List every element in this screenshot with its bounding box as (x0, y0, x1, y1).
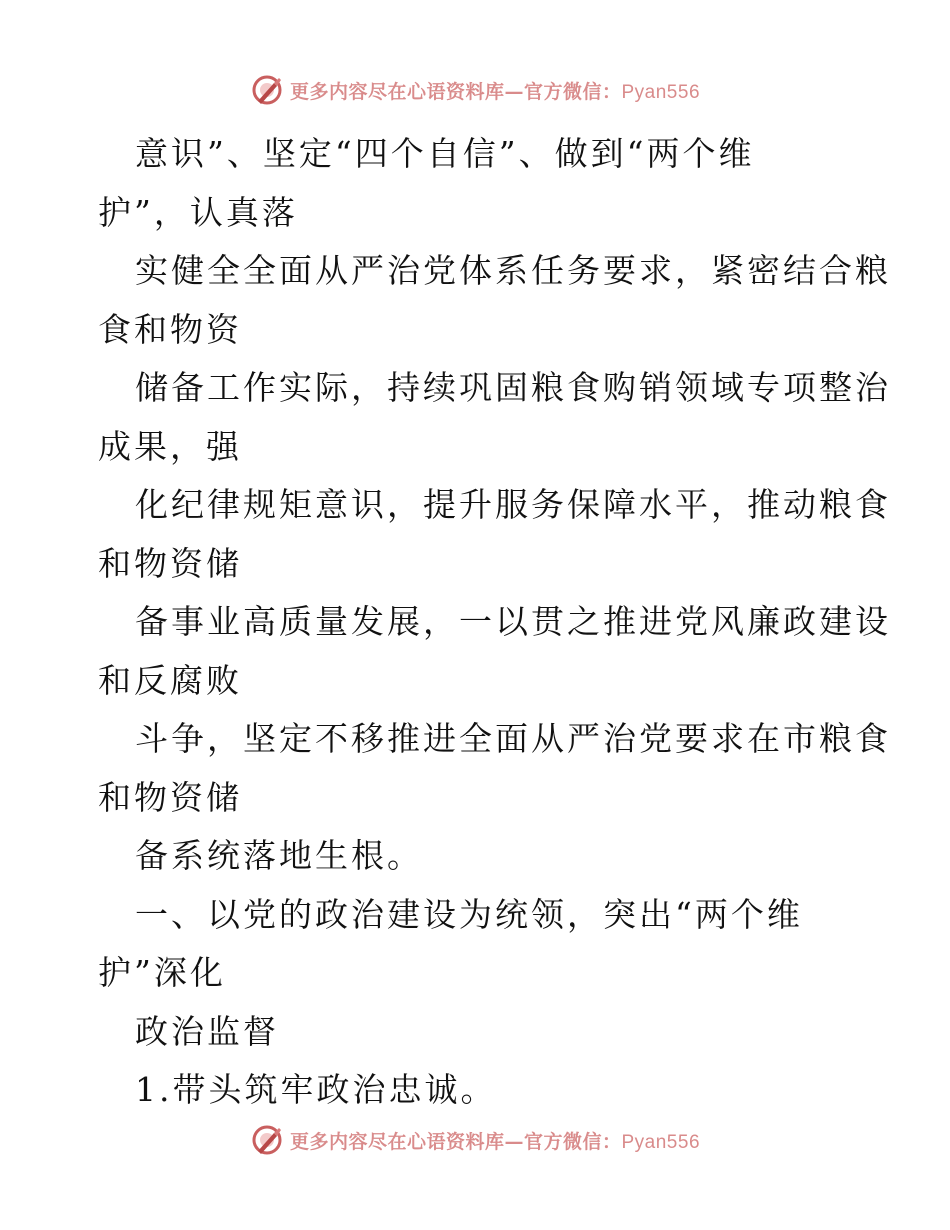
text-line: 斗争，坚定不移推进全面从严治党要求在市粮食 (135, 719, 891, 758)
section-heading-continued: 政治监督 (135, 1011, 279, 1051)
section-heading-continued: 护”深化 (98, 953, 226, 992)
text-line: 和反腐败 (98, 660, 242, 700)
text-line: 备系统落地生根。 (135, 836, 423, 875)
document-body (98, 125, 898, 1120)
section-heading: 一、以党的政治建设为统领，突出“两个维 (135, 894, 803, 934)
text-line: 成果，强 (98, 426, 242, 466)
text-line: 和物资储 (98, 777, 242, 817)
text-line: 备事业高质量发展，一以贯之推进党风廉政建设 (135, 602, 891, 641)
pen-logo-icon (250, 73, 284, 107)
pen-logo-icon (250, 1123, 284, 1157)
watermark-text: 更多内容尽在心语资料库—官方微信：Pyan556 (289, 1130, 701, 1153)
text-line: 储备工作实际，持续巩固粮食购销领域专项整治 (135, 368, 891, 407)
footer-watermark (0, 1120, 950, 1160)
text-line: 护”，认真落 (98, 192, 298, 232)
text-line: 意识”、坚定“四个自信”、做到“两个维 (135, 134, 755, 173)
text-line: 化纪律规矩意识，提升服务保障水平，推动粮食 (135, 485, 891, 524)
text-line: 实健全全面从严治党体系任务要求，紧密结合粮 (135, 251, 891, 290)
text-line: 食和物资 (98, 309, 242, 349)
header-watermark (0, 70, 950, 110)
watermark-text: 更多内容尽在心语资料库—官方微信：Pyan556 (289, 80, 701, 103)
subsection-heading: 1.带头筑牢政治忠诚。 (135, 1070, 497, 1109)
text-line: 和物资储 (98, 543, 242, 583)
